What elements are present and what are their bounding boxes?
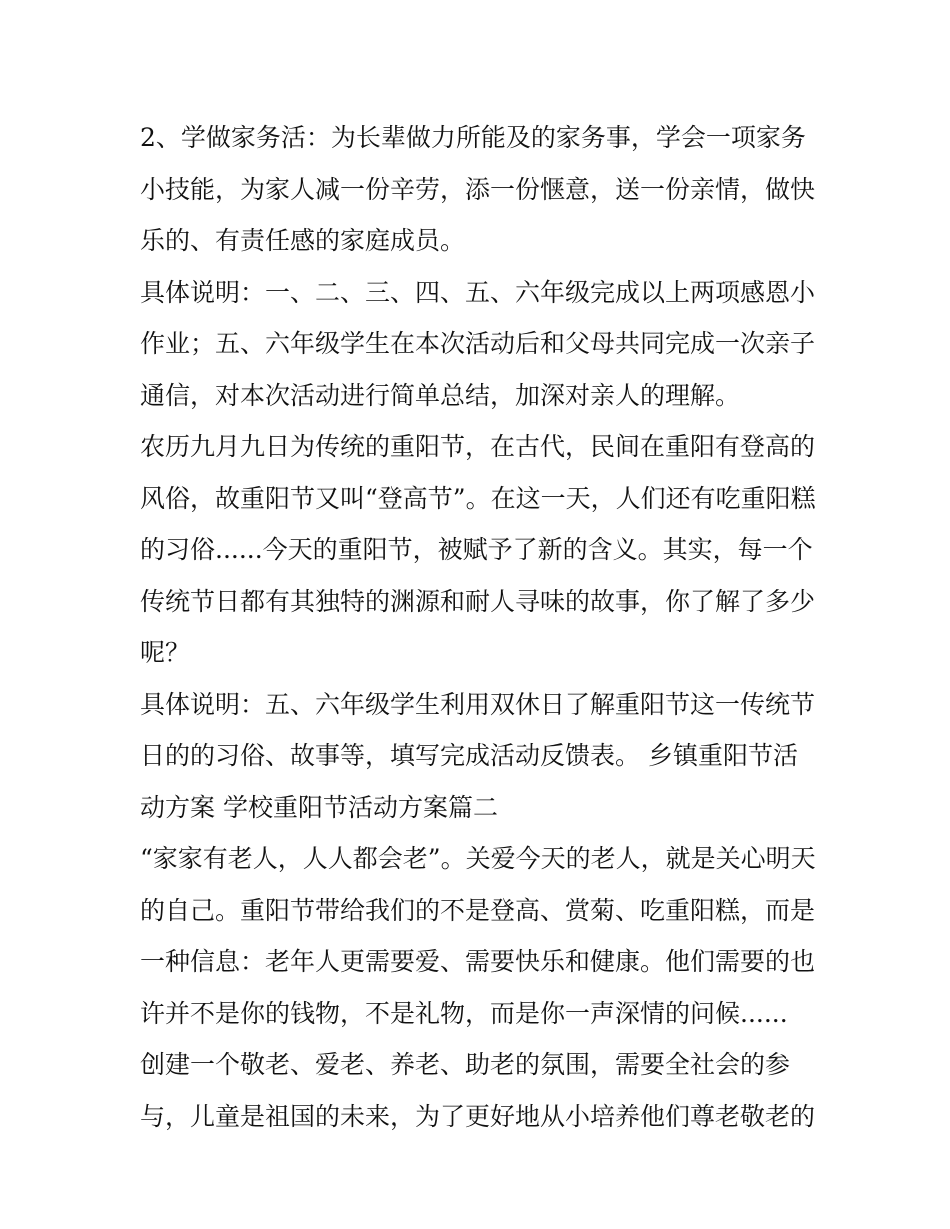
document-body [140, 112, 820, 1142]
text-line-3: 乐的、有责任感的家庭成员。 [140, 226, 466, 255]
text-line-13: 日的的习俗、故事等，填写完成活动反馈表。 乡镇重阳节活 [140, 741, 798, 770]
text-line-5: 作业；五、六年级学生在本次活动后和父母共同完成一次亲子 [140, 329, 816, 358]
text-line-20: 与，儿童是祖国的未来，为了更好地从小培养他们尊老敬老的 [140, 1101, 816, 1131]
text-line-19: 创建一个敬老、爱老、养老、助老的氛围，需要全社会的参 [140, 1050, 791, 1079]
text-line-17: 一种信息：老年人更需要爱、需要快乐和健康。他们需要的也 [140, 947, 816, 976]
text-line-9: 的习俗......今天的重阳节，被赋予了新的含义。其实，每一个 [140, 535, 813, 564]
text-line-12: 具体说明：五、六年级学生利用双休日了解重阳节这一传统节 [140, 689, 816, 719]
text-line-15: “家家有老人，人人都会老”。关爱今天的老人，就是关心明天 [140, 844, 816, 873]
text-line-2: 小技能，为家人减一份辛劳，添一份惬意，送一份亲情，做快 [140, 174, 816, 204]
text-line-18: 许并不是你的钱物，不是礼物，而是你一声深情的问候...... [140, 998, 788, 1028]
text-line-10: 传统节日都有其独特的渊源和耐人寻味的故事，你了解了多少 [140, 586, 816, 616]
text-line-8: 风俗，故重阳节又叫“登高节”。在这一天，人们还有吃重阳糕 [140, 483, 816, 513]
text-line-7: 农历九月九日为传统的重阳节，在古代，民间在重阳有登高的 [140, 432, 816, 461]
text-line-16: 的自己。重阳节带给我们的不是登高、赏菊、吃重阳糕，而是 [140, 895, 816, 925]
text-line-4: 具体说明：一、二、三、四、五、六年级完成以上两项感恩小 [140, 277, 816, 307]
text-line-14: 动方案 学校重阳节活动方案篇二 [140, 792, 498, 822]
text-line-1: 2、学做家务活：为长辈做力所能及的家务事，学会一项家务 [140, 123, 806, 152]
text-line-11: 呢？ [140, 638, 191, 667]
text-line-6: 通信，对本次活动进行简单总结，加深对亲人的理解。 [140, 380, 741, 410]
